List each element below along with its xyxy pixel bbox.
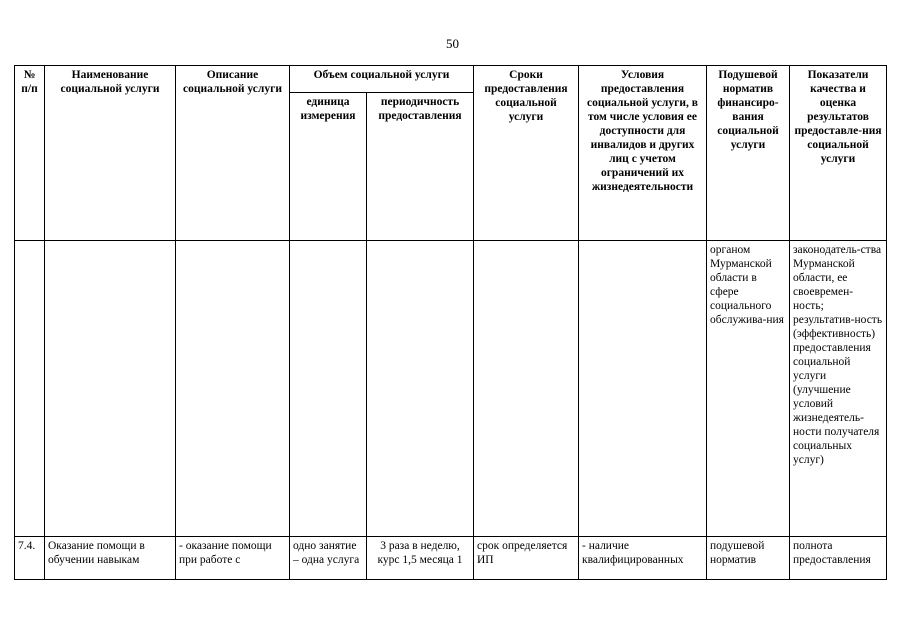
cell-unit — [290, 241, 367, 537]
cell-description — [176, 241, 290, 537]
cell-conditions — [579, 241, 707, 537]
cell-service-name — [45, 241, 176, 537]
social-services-table — [14, 65, 887, 580]
header-conditions: Условия предоставления социальной услуги, в том числе условия ее доступности для инвалидов и других лиц с учетом ограничений их жизнедеятельности — [579, 66, 707, 241]
header-num: № п/п — [15, 66, 45, 241]
header-volume: Объем социальной услуги — [290, 66, 474, 93]
header-quality: Показатели качества и оценка результатов предоставле-ния социальной услуги — [790, 66, 887, 241]
header-unit: единица измерения — [290, 93, 367, 241]
table-row — [15, 537, 887, 580]
cell-quality: полнота предоставления — [790, 537, 887, 580]
cell-terms: срок определяется ИП — [474, 537, 579, 580]
header-row — [15, 66, 887, 93]
header-description: Описание социальной услуги — [176, 66, 290, 241]
cell-description: - оказание помощи при работе с — [176, 537, 290, 580]
header-funding: Подушевой норматив финансиро-вания социальной услуги — [707, 66, 790, 241]
cell-funding: органом Мурманской области в сфере социального обслужива-ния — [707, 241, 790, 537]
cell-conditions: - наличие квалифицированных — [579, 537, 707, 580]
page-number: 50 — [446, 36, 459, 51]
cell-periodicity — [367, 241, 474, 537]
cell-periodicity: 3 раза в неделю, курс 1,5 месяца 1 — [367, 537, 474, 580]
cell-terms — [474, 241, 579, 537]
cell-funding: подушевой норматив — [707, 537, 790, 580]
cell-quality: законодатель-ства Мурманской области, ее своевремен-ность; результатив-ность (эффективность) предоставления социальной услуги (улучшение условий жизнедеятель-ности получателя социальных услуг) — [790, 241, 887, 537]
cell-num — [15, 241, 45, 537]
header-service-name: Наименование социальной услуги — [45, 66, 176, 241]
cell-unit: одно занятие – одна услуга — [290, 537, 367, 580]
cell-service-name: Оказание помощи в обучении навыкам — [45, 537, 176, 580]
cell-num: 7.4. — [15, 537, 45, 580]
table-row — [15, 241, 887, 537]
header-periodicity: периодичность предоставления — [367, 93, 474, 241]
header-terms: Сроки предоставления социальной услуги — [474, 66, 579, 241]
